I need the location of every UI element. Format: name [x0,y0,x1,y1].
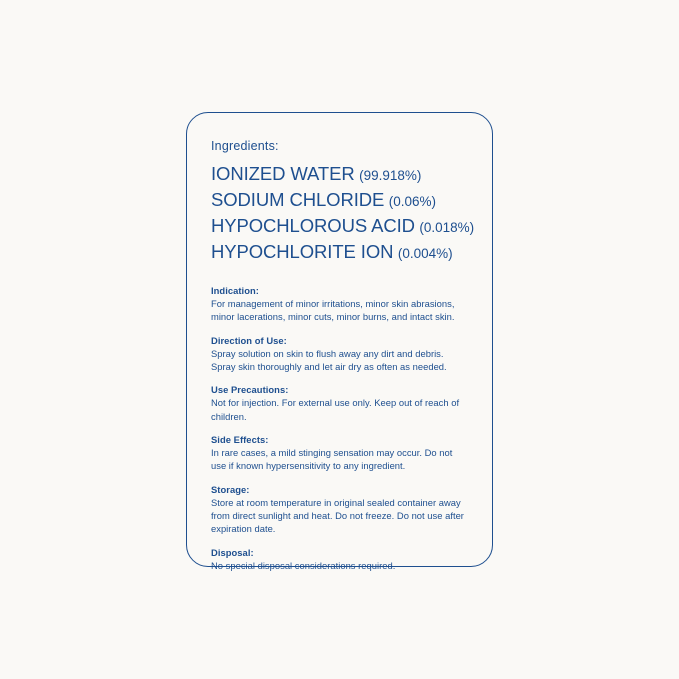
section-indication [211,285,468,324]
ingredient-item [211,241,468,263]
section-body: Spray solution on skin to flush away any dirt and debris. Spray skin thoroughly and let air dry as often as needed. [211,347,447,373]
section-body: No special disposal considerations required. [211,559,396,571]
section-title: Storage: [211,483,250,495]
section-title: Disposal: [211,546,254,558]
section-title: Side Effects: [211,434,269,446]
section-direction-of-use [211,335,468,374]
ingredient-name: IONIZED WATER [211,163,355,184]
section-body: For management of minor irritations, minor skin abrasions, minor lacerations, minor cuts, minor burns, and intact skin. [211,298,455,323]
section-body: Not for injection. For external use only. Keep out of reach of children. [211,397,460,422]
ingredient-percent: (0.018%) [419,220,475,235]
ingredient-name: HYPOCHLOROUS ACID [211,215,415,236]
ingredients-heading: Ingredients: [211,139,279,153]
ingredient-item [211,189,468,211]
ingredient-percent: (99.918%) [359,168,422,183]
section-title: Indication: [211,285,259,296]
ingredients-list [211,163,475,263]
section-storage [211,484,468,536]
section-title: Use Precautions: [211,384,289,396]
section-use-precautions [211,384,468,423]
section-title: Direction of Use: [211,334,287,346]
ingredient-percent: (0.004%) [397,246,453,261]
label-sections [211,285,468,572]
product-label-card [186,112,493,571]
ingredient-item [211,163,468,185]
ingredient-percent: (0.06%) [388,194,436,209]
ingredient-item [211,215,475,237]
ingredient-name: SODIUM CHLORIDE [211,189,385,210]
section-body: In rare cases, a mild stinging sensation may occur. Do not use if known hypersensitivity to any ingredient. [211,447,453,472]
section-body: Store at room temperature in original sealed container away from direct sunlight and heat. Do not freeze. Do not use after expiration date. [211,496,464,535]
section-side-effects [211,434,468,473]
section-disposal [211,547,468,572]
ingredient-name: HYPOCHLORITE ION [211,241,394,262]
